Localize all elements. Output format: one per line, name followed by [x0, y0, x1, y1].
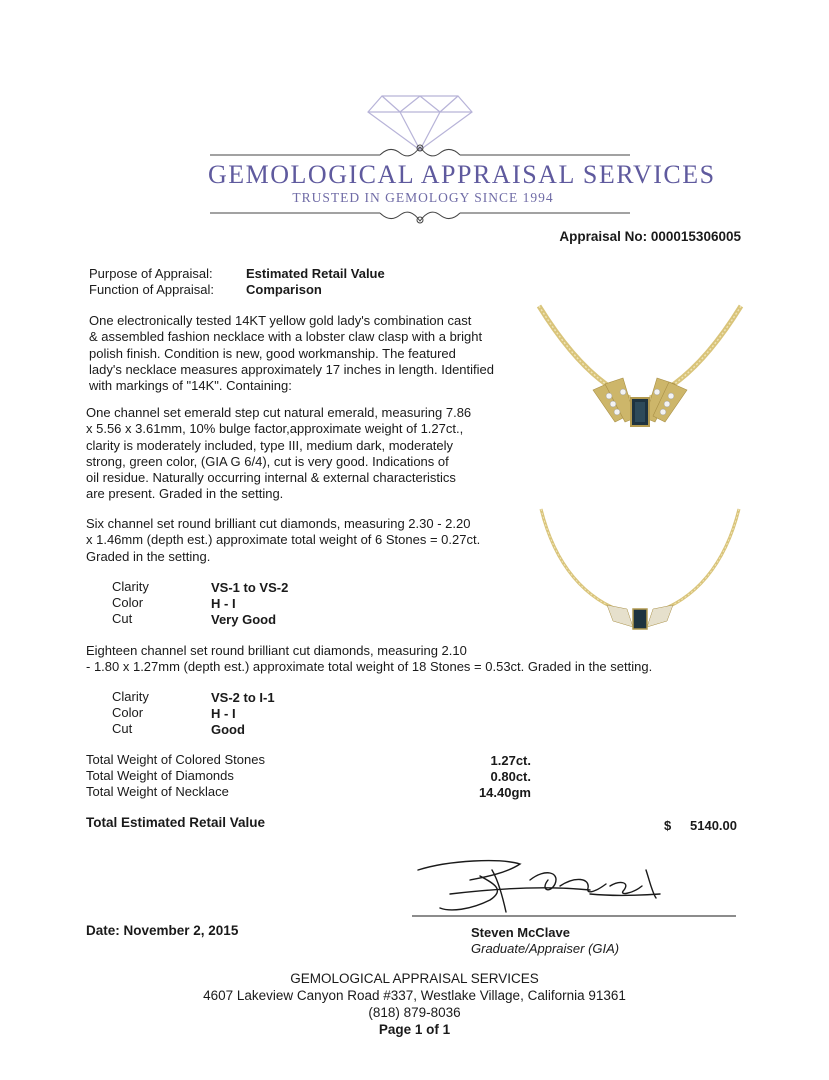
footer-phone: (818) 879-8036 [368, 1005, 461, 1020]
emerald-line: strong, green color, (GIA G 6/4), cut is very good. Indications of [86, 453, 449, 469]
function-value: Comparison [246, 282, 322, 297]
diamond-logo-icon [200, 88, 716, 228]
eighteen-diamonds-line: Eighteen channel set round brilliant cut diamonds, measuring 2.10 [86, 643, 467, 658]
eighteen-cut-value: Good [211, 722, 245, 737]
six-color-label: Color [112, 595, 144, 610]
six-diamonds-line: Graded in the setting. [86, 548, 211, 564]
eighteen-color-value: H - I [211, 706, 236, 721]
retail-value-label: Total Estimated Retail Value [86, 815, 266, 830]
six-cut-label: Cut [112, 611, 133, 626]
description-line: & assembled fashion necklace with a lobster claw clasp with a bright [89, 329, 483, 345]
logo-company-name: GEMOLOGICAL APPRAISAL SERVICES [208, 160, 716, 189]
page-number: Page 1 of 1 [378, 1022, 451, 1037]
total-necklace-value: 14.40gm [478, 785, 531, 800]
handwritten-signature-icon [410, 850, 740, 922]
footer-company: GEMOLOGICAL APPRAISAL SERVICES [290, 971, 539, 986]
footer-address: 4607 Lakeview Canyon Road #337, Westlake Village, California 91361 [203, 988, 626, 1003]
eighteen-diamonds-description [86, 643, 706, 676]
total-necklace-label: Total Weight of Necklace [86, 784, 229, 799]
eighteen-clarity-value: VS-2 to I-1 [211, 690, 275, 705]
eighteen-diamonds-line: - 1.80 x 1.27mm (depth est.) approximate total weight of 18 Stones = 0.53ct. Graded in the setting. [86, 659, 653, 675]
company-logo [200, 88, 716, 228]
appraiser-title: Graduate/Appraiser (GIA) [471, 941, 620, 956]
six-diamonds-line: Six channel set round brilliant cut diamonds, measuring 2.30 - 2.20 [86, 516, 471, 531]
retail-currency: $ [664, 818, 672, 833]
emerald-line: clarity is moderately included, type III, medium dark, moderately [86, 437, 454, 453]
necklace-photo-closeup [535, 298, 745, 453]
emerald-line: x 5.56 x 3.61mm, 10% bulge factor,approximate weight of 1.27ct., [86, 421, 464, 437]
total-colored-stones-label: Total Weight of Colored Stones [86, 752, 265, 767]
item-description [89, 313, 529, 394]
six-color-value: H - I [211, 596, 236, 611]
description-line: with markings of "14K". Containing: [89, 378, 292, 394]
appraisal-number: Appraisal No: 000015306005 [559, 229, 741, 244]
eighteen-cut-label: Cut [112, 721, 133, 736]
emerald-line: are present. Graded in the setting. [86, 486, 284, 502]
eighteen-clarity-label: Clarity [112, 689, 149, 704]
emerald-description [86, 405, 526, 503]
total-diamonds-value: 0.80ct. [490, 769, 531, 784]
necklace-full-image [535, 505, 745, 640]
function-label: Function of Appraisal: [89, 282, 215, 297]
emerald-line: One channel set emerald step cut natural emerald, measuring 7.86 [86, 405, 472, 420]
six-diamonds-line: x 1.46mm (depth est.) approximate total weight of 6 Stones = 0.27ct. [86, 532, 481, 548]
six-clarity-value: VS-1 to VS-2 [211, 580, 289, 595]
description-line: One electronically tested 14KT yellow gold lady's combination cast [89, 313, 472, 328]
retail-amount: 5140.00 [690, 818, 737, 833]
description-line: lady's necklace measures approximately 17 inches in length. Identified [89, 361, 494, 377]
signature-image [410, 850, 740, 922]
appraiser-name: Steven McClave [471, 925, 570, 940]
six-cut-value: Very Good [211, 612, 277, 627]
necklace-photo-full [535, 505, 745, 640]
total-colored-stones-value: 1.27ct. [490, 753, 531, 768]
necklace-closeup-image [535, 298, 745, 453]
purpose-label: Purpose of Appraisal: [89, 266, 213, 281]
logo-tagline: TRUSTED IN GEMOLOGY SINCE 1994 [292, 190, 554, 205]
description-line: polish finish. Condition is new, good workmanship. The featured [89, 345, 456, 361]
appraisal-date: Date: November 2, 2015 [86, 923, 239, 938]
six-diamonds-description [86, 516, 526, 565]
emerald-line: oil residue. Naturally occurring internal & external characteristics [86, 470, 456, 486]
six-clarity-label: Clarity [112, 579, 149, 594]
purpose-value: Estimated Retail Value [246, 266, 385, 281]
total-diamonds-label: Total Weight of Diamonds [86, 768, 234, 783]
eighteen-color-label: Color [112, 705, 144, 720]
